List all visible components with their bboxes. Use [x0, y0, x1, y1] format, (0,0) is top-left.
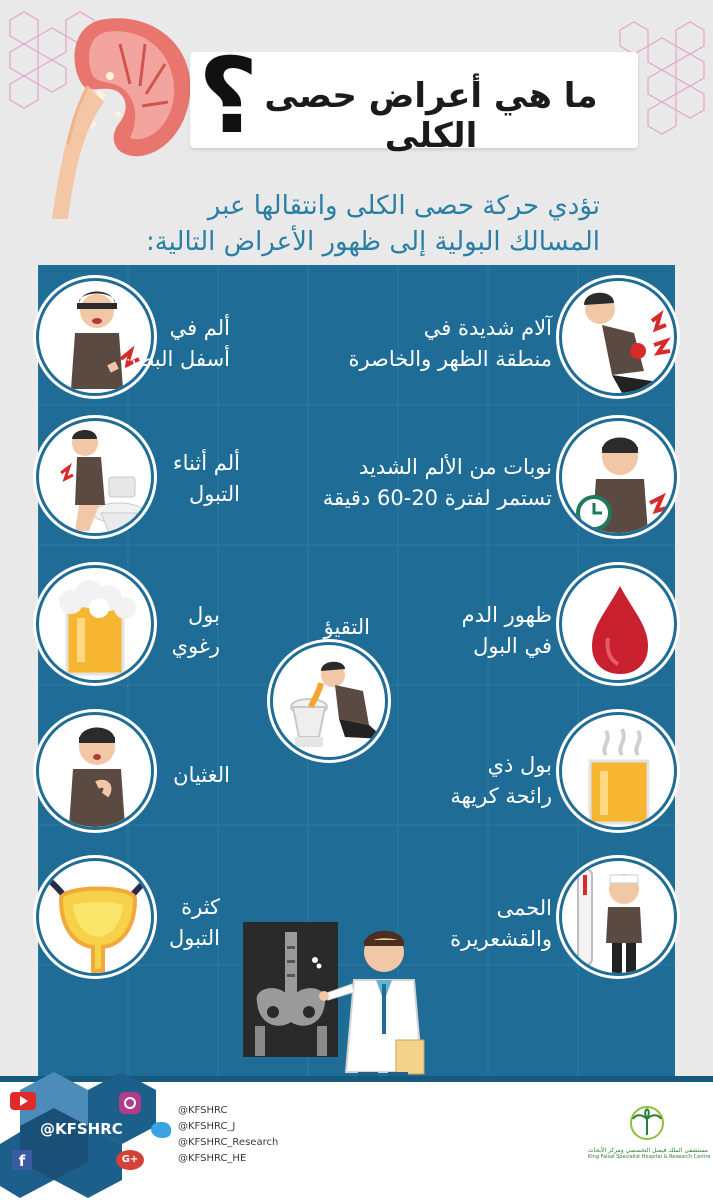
instagram-icon[interactable] [119, 1092, 141, 1114]
page-title: ما هي أعراض حصى الكلى [264, 76, 598, 156]
smelly-urine-cup-icon [562, 715, 677, 830]
person-clock-pain-icon [562, 421, 677, 536]
fever-bubble [559, 858, 677, 976]
abdomen-pain-label [121, 313, 230, 375]
nausea-line-1: الغثيان [173, 763, 230, 787]
youtube-icon[interactable] [10, 1092, 36, 1110]
foamy-urine-label [150, 600, 220, 662]
pain-attacks-line-2: تستمر لفترة 20-60 دقيقة [322, 486, 552, 510]
back-pain-label [340, 313, 552, 375]
person-abdomen-pain-icon [39, 281, 154, 396]
person-nausea-icon [39, 715, 154, 830]
main-handle[interactable]: @KFSHRC [40, 1120, 123, 1138]
social-handles [178, 1103, 278, 1167]
handle-2[interactable]: @KFSHRC_J [178, 1121, 236, 1132]
subtitle-line-2: المسالك البولية إلى ظهور الأعراض التالية: [145, 227, 600, 257]
logo-text-en: King Faisal Specialist Hospital & Research Centre [588, 1154, 711, 1160]
frequent-urination-line-2: التبول [168, 926, 220, 950]
fever-line-2: والقشعريرة [450, 927, 552, 951]
foamy-urine-line-1: بول [188, 603, 220, 627]
blood-urine-bubble [559, 565, 677, 683]
foamy-urine-bubble [36, 565, 154, 683]
blood-drop-icon [562, 568, 677, 683]
urination-pain-label [150, 448, 240, 510]
abdomen-pain-bubble [36, 278, 154, 396]
abdomen-pain-line-2: أسفل البطن [121, 347, 230, 371]
urination-pain-line-2: التبول [188, 482, 240, 506]
urination-pain-line-1: ألم أثناء [172, 451, 240, 475]
person-toilet-icon [39, 421, 154, 536]
nausea-label [150, 760, 230, 791]
back-pain-line-2: منطقة الظهر والخاصرة [348, 347, 552, 371]
question-mark: ؟ [198, 35, 259, 157]
vomiting-label [290, 612, 370, 643]
odor-urine-line-2: رائحة كريهة [450, 784, 552, 808]
frequent-urination-label [150, 892, 220, 954]
handle-4[interactable]: @KFSHRC_HE [178, 1153, 247, 1164]
frequent-urination-line-1: كثرة [181, 895, 220, 919]
fever-line-1: الحمى [496, 896, 552, 920]
nausea-bubble [36, 712, 154, 830]
person-fever-icon [562, 861, 677, 976]
subtitle [60, 188, 600, 260]
blood-urine-line-1: ظهور الدم [461, 603, 552, 627]
bladder-icon [39, 861, 154, 976]
hospital-logo [588, 1105, 711, 1160]
google-plus-icon[interactable]: G+ [116, 1150, 144, 1170]
blood-urine-line-2: في البول [473, 634, 552, 658]
odor-urine-line-1: بول ذي [487, 753, 552, 777]
foamy-urine-line-2: رغوي [171, 634, 220, 658]
vomiting-bubble [270, 642, 388, 760]
pain-attacks-bubble [559, 418, 677, 536]
logo-text-ar: مستشفى الملك فيصل التخصصي ومركز الأبحاث [588, 1147, 709, 1154]
subtitle-line-1: تؤدي حركة حصى الكلى وانتقالها عبر [207, 191, 600, 221]
frequent-urination-bubble [36, 858, 154, 976]
vomiting-line-1: التقيؤ [323, 615, 370, 639]
back-pain-line-1: آلام شديدة في [423, 316, 552, 340]
odor-urine-bubble [559, 712, 677, 830]
blood-urine-label [420, 600, 552, 662]
person-back-pain-icon [562, 281, 677, 396]
handle-3[interactable]: @KFSHRC_Research [178, 1137, 279, 1148]
urination-pain-bubble [36, 418, 154, 536]
foamy-urine-cup-icon [39, 568, 154, 683]
odor-urine-label [420, 750, 552, 812]
abdomen-pain-line-1: ألم في [169, 316, 230, 340]
back-pain-bubble [559, 278, 677, 396]
palm-logo-icon [627, 1105, 667, 1141]
twitter-icon[interactable] [151, 1122, 171, 1138]
facebook-icon[interactable]: f [12, 1150, 32, 1170]
pain-attacks-label [300, 452, 552, 514]
handle-1[interactable]: @KFSHRC [178, 1105, 228, 1116]
person-vomiting-icon [273, 645, 388, 760]
pain-attacks-line-1: نوبات من الألم الشديد [358, 455, 552, 479]
